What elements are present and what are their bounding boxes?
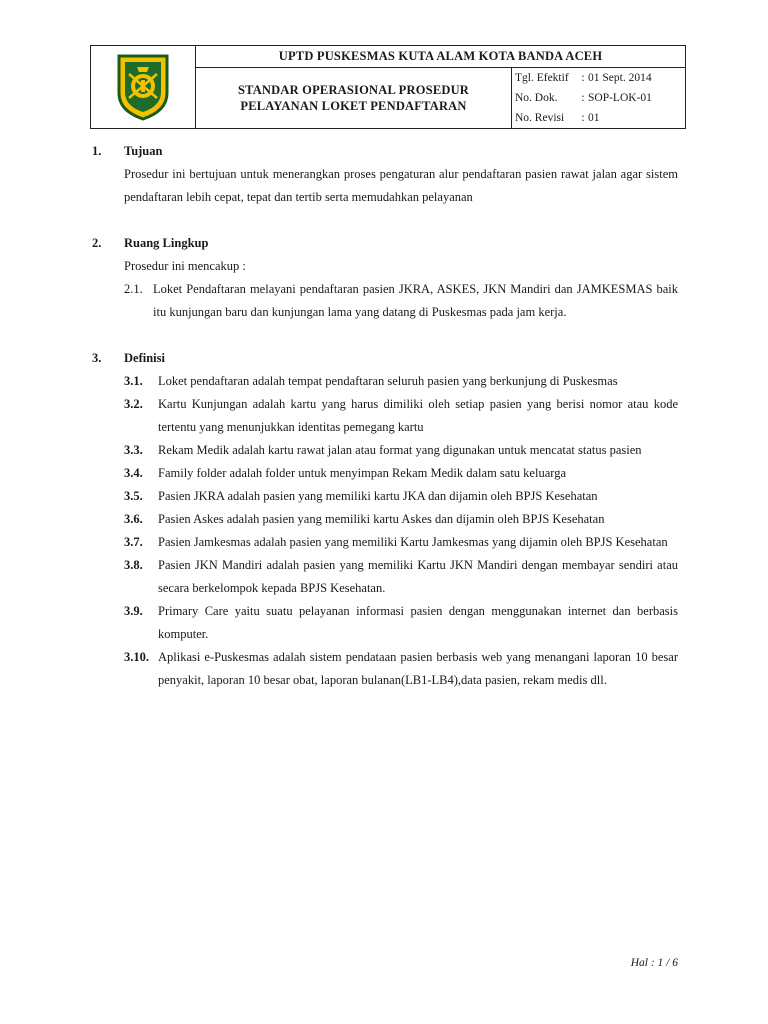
page-number: Hal : 1 / 6: [630, 957, 678, 969]
section-title: Tujuan: [124, 144, 163, 158]
meta-value: 01 Sept. 2014: [588, 72, 652, 84]
section-title: Ruang Lingkup: [124, 236, 209, 250]
definition-text: Pasien JKRA adalah pasien yang memiliki kartu JKA dan dijamin oleh BPJS Kesehatan: [158, 489, 598, 503]
definition-item: [92, 646, 678, 692]
section-paragraph: Prosedur ini bertujuan untuk menerangkan proses pengaturan alur pendaftaran pasien rawat jalan agar sistem pendaftaran lebih cepat, tepat dan tertib serta memudahkan pelayanan: [124, 167, 678, 204]
definition-item: [92, 439, 678, 462]
definition-text: Pasien Askes adalah pasien yang memiliki kartu Askes dan dijamin oleh BPJS Kesehatan: [158, 512, 605, 526]
definition-number: 3.4.: [124, 466, 143, 480]
meta-sep: :: [581, 92, 585, 104]
definition-number: 3.5.: [124, 489, 143, 503]
sop-title-line2: PELAYANAN LOKET PENDAFTARAN: [240, 99, 467, 113]
definition-number: 3.6.: [124, 512, 143, 526]
section-heading: [92, 140, 678, 163]
section-definisi: [92, 347, 678, 692]
definition-text: Kartu Kunjungan adalah kartu yang harus dimiliki oleh setiap pasien yang berisi nomor atau kode tertentu yang menunjukkan identitas pemegang kartu: [158, 397, 678, 434]
section-number: 2.: [92, 236, 102, 250]
definition-text: Pasien Jamkesmas adalah pasien yang memiliki Kartu Jamkesmas yang dijamin oleh BPJS Kesehatan: [158, 535, 668, 549]
sop-title: [196, 68, 512, 129]
meta-key: No. Revisi: [515, 112, 565, 124]
definition-number: 3.3.: [124, 443, 143, 457]
document-header-table: [90, 45, 686, 129]
list-item: [92, 278, 678, 324]
definition-text: Family folder adalah folder untuk menyimpan Rekam Medik dalam satu keluarga: [158, 466, 566, 480]
definition-number: 3.2.: [124, 397, 143, 411]
document-body: [92, 140, 678, 715]
section-title: Definisi: [124, 351, 165, 365]
definition-text: Primary Care yaitu suatu pelayanan informasi pasien dengan menggunakan internet dan berbasis komputer.: [158, 604, 678, 641]
definition-number: 3.1.: [124, 374, 143, 388]
definition-item: [92, 462, 678, 485]
section-ruang-lingkup: [92, 232, 678, 324]
meta-revision: [515, 108, 685, 128]
definition-item: [92, 554, 678, 600]
section-intro: Prosedur ini mencakup :: [124, 259, 246, 273]
meta-key: No. Dok.: [515, 92, 558, 104]
section-number: 1.: [92, 144, 102, 158]
list-item-number: 2.1.: [124, 282, 143, 296]
definition-text: Aplikasi e-Puskesmas adalah sistem pendataan pasien berbasis web yang menangani laporan 10 besar penyakit, laporan 10 besar obat, laporan bulanan(LB1-LB4),data pasien, rekam medis dll.: [158, 650, 678, 687]
organization-name: UPTD PUSKESMAS KUTA ALAM KOTA BANDA ACEH: [196, 46, 686, 68]
section-heading: [92, 347, 678, 370]
sop-title-line1: STANDAR OPERASIONAL PROSEDUR: [237, 83, 470, 97]
definition-item: [92, 600, 678, 646]
meta-key: Tgl. Efektif: [515, 72, 569, 84]
banda-aceh-emblem-icon: [115, 53, 171, 121]
definition-number: 3.8.: [124, 558, 143, 572]
definition-item: [92, 393, 678, 439]
meta-effective-date: [515, 68, 685, 88]
meta-value: 01: [588, 112, 600, 124]
definition-item: [92, 370, 678, 393]
meta-sep: :: [581, 112, 585, 124]
definition-text: Rekam Medik adalah kartu rawat jalan atau format yang digunakan untuk mencatat status pasien: [158, 443, 642, 457]
document-meta: [512, 68, 686, 129]
definition-item: [92, 508, 678, 531]
definition-number: 3.7.: [124, 535, 143, 549]
meta-sep: :: [581, 72, 585, 84]
list-item-text: Loket Pendaftaran melayani pendaftaran pasien JKRA, ASKES, JKN Mandiri dan JAMKESMAS baik itu kunjungan baru dan kunjungan lama yang datang di Puskesmas pada jam kerja.: [153, 282, 678, 319]
logo-cell: [91, 46, 196, 129]
definition-item: [92, 485, 678, 508]
definition-number: 3.10.: [124, 650, 149, 664]
meta-doc-number: [515, 88, 685, 108]
section-number: 3.: [92, 351, 102, 365]
definition-text: Pasien JKN Mandiri adalah pasien yang memiliki Kartu JKN Mandiri dengan membayar sendiri atau secara berkelompok kepada BPJS Kesehatan.: [158, 558, 678, 595]
definition-text: Loket pendaftaran adalah tempat pendaftaran seluruh pasien yang berkunjung di Puskesmas: [158, 374, 618, 388]
definition-number: 3.9.: [124, 604, 143, 618]
section-heading: [92, 232, 678, 255]
definition-item: [92, 531, 678, 554]
meta-value: SOP-LOK-01: [588, 92, 652, 104]
section-tujuan: [92, 140, 678, 209]
